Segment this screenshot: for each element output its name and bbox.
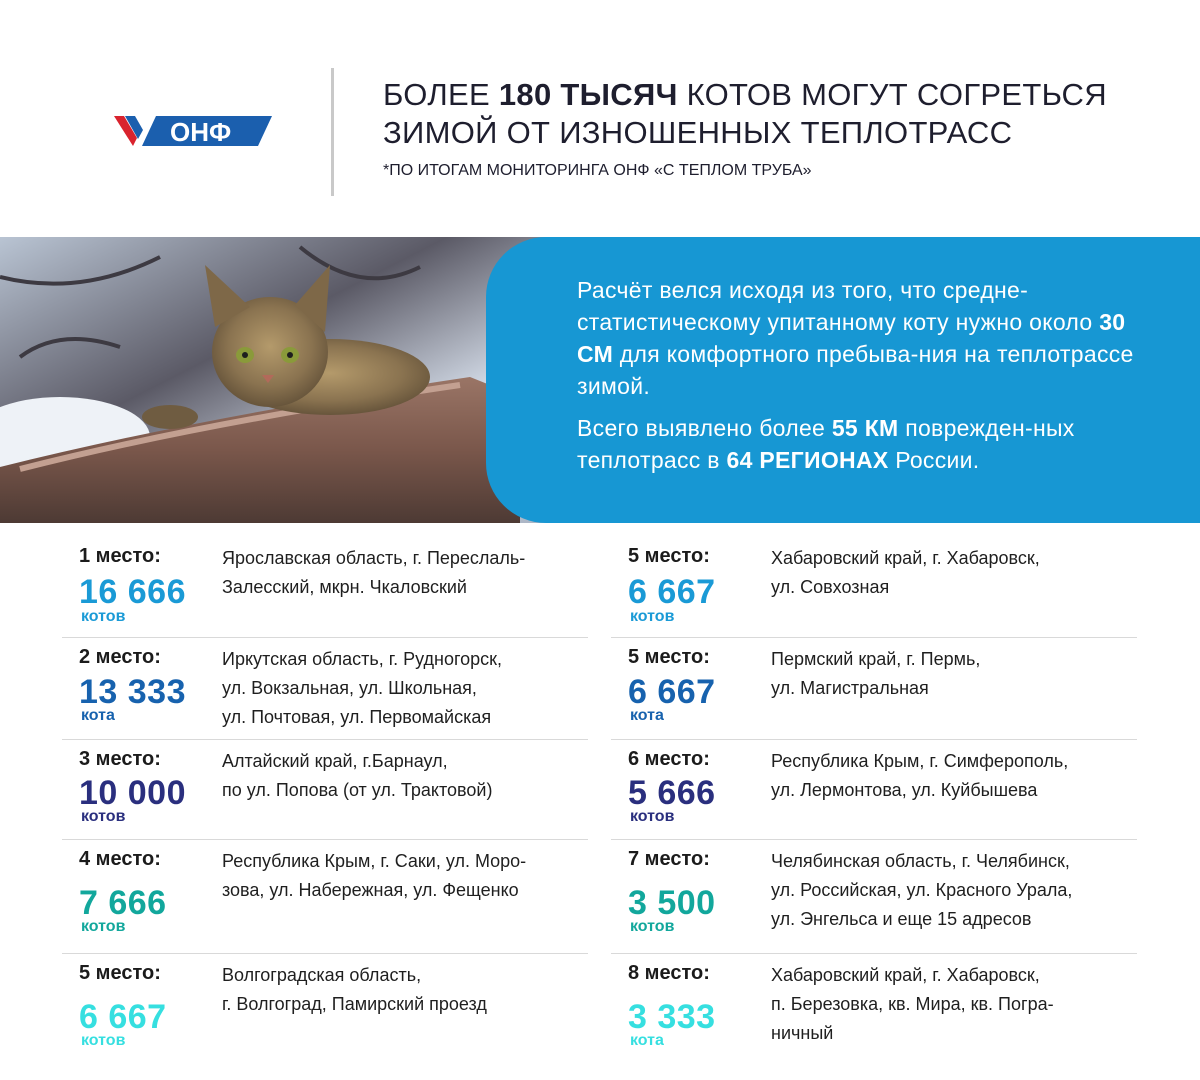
onf-logo <box>112 112 274 150</box>
info-p2-e: России. <box>888 447 980 473</box>
address <box>771 961 1121 1048</box>
cat-count: 16 666 <box>79 573 186 611</box>
place-label: 4 место: <box>79 848 161 870</box>
cat-count: 13 333 <box>79 673 186 711</box>
address <box>222 645 572 732</box>
subtitle: *ПО ИТОГАМ МОНИТОРИНГА ОНФ «С ТЕПЛОМ ТРУБА» <box>383 162 812 179</box>
address-line: Пермский край, г. Пермь, <box>771 649 981 669</box>
ranking-row <box>62 840 588 954</box>
ranking-row <box>62 537 588 638</box>
cat-pupil-right <box>287 352 293 358</box>
place-label: 3 место: <box>79 748 161 770</box>
cat-paw <box>142 405 198 429</box>
ranking-left-column <box>62 537 588 1064</box>
address-line: Ярославская область, г. Переслаль- <box>222 548 526 568</box>
info-p2-c: поврежден-ных теплотрасс в <box>577 415 1075 473</box>
headline-line-2: ЗИМОЙ ОТ ИЗНОШЕННЫХ ТЕПЛОТРАСС <box>383 115 1013 150</box>
ranking-row <box>611 840 1137 954</box>
place-label: 1 место: <box>79 545 161 567</box>
address <box>222 961 572 1019</box>
cat-unit: кота <box>630 707 664 724</box>
info-p2-strong-km: 55 КМ <box>831 415 899 441</box>
address-line: Республика Крым, г. Симферополь, <box>771 751 1069 771</box>
headline-post: КОТОВ МОГУТ СОГРЕТЬСЯ <box>677 77 1107 112</box>
address <box>771 645 1121 703</box>
address-line: Алтайский край, г.Барнаул, <box>222 751 448 771</box>
address-line: Хабаровский край, г. Хабаровск, <box>771 548 1040 568</box>
address <box>222 847 572 905</box>
address-line: ул. Энгельса и еще 15 адресов <box>771 909 1032 929</box>
ranking-row <box>611 740 1137 840</box>
info-paragraph-2 <box>577 412 1137 476</box>
place-label: 7 место: <box>628 848 710 870</box>
cat-unit: котов <box>81 918 126 935</box>
headline <box>383 76 1163 152</box>
address-line: ул. Магистральная <box>771 678 929 698</box>
address-line: ул. Вокзальная, ул. Школьная, <box>222 678 477 698</box>
headline-line-1 <box>383 76 1163 114</box>
cat-count: 7 666 <box>79 884 167 922</box>
ranking-row <box>611 954 1137 1064</box>
ranking-right-column <box>611 537 1137 1064</box>
address-line: Волгоградская область, <box>222 965 422 985</box>
info-p2-strong-regions: 64 РЕГИОНАХ <box>726 447 889 473</box>
ranking-row <box>611 537 1137 638</box>
info-text <box>577 274 1137 486</box>
header-divider <box>331 68 334 196</box>
cat-pupil-left <box>242 352 248 358</box>
address-line: Республика Крым, г. Саки, ул. Моро- <box>222 851 527 871</box>
info-paragraph-1 <box>577 274 1137 402</box>
headline-strong: 180 ТЫСЯЧ <box>498 77 678 112</box>
cat-unit: кота <box>81 707 115 724</box>
cat-unit: котов <box>630 808 675 825</box>
cat-count: 6 667 <box>79 998 167 1036</box>
address <box>771 544 1121 602</box>
address-line: Иркутская область, г. Рудногорск, <box>222 649 503 669</box>
cat-unit: котов <box>81 808 126 825</box>
cat-count: 3 500 <box>628 884 716 922</box>
ranking-row <box>62 740 588 840</box>
ranking-row <box>611 638 1137 740</box>
cat-unit: кота <box>630 1032 664 1049</box>
cat-count: 5 666 <box>628 774 716 812</box>
address <box>222 747 572 805</box>
cat-count: 6 667 <box>628 573 716 611</box>
address-line: г. Волгоград, Памирский проезд <box>222 994 487 1014</box>
place-label: 2 место: <box>79 646 161 668</box>
address-line: п. Березовка, кв. Мира, кв. Погра- <box>771 994 1054 1014</box>
address <box>222 544 572 602</box>
address-line: ул. Почтовая, ул. Первомайская <box>222 707 492 727</box>
headline-pre: БОЛЕЕ <box>383 77 499 112</box>
address-line: ул. Лермонтова, ул. Куйбышева <box>771 780 1038 800</box>
address-line: ул. Российская, ул. Красного Урала, <box>771 880 1073 900</box>
address <box>771 747 1121 805</box>
address-line: по ул. Попова (от ул. Трактовой) <box>222 780 493 800</box>
cat-photo <box>0 237 560 523</box>
ranking-row <box>62 638 588 740</box>
cat-unit: котов <box>81 1032 126 1049</box>
address-line: зова, ул. Набережная, ул. Фещенко <box>222 880 519 900</box>
cat-unit: котов <box>630 608 675 625</box>
info-p1-strong: 30 СМ <box>577 309 1126 367</box>
address-line: ул. Совхозная <box>771 577 890 597</box>
info-p2-a: Всего выявлено более <box>577 415 832 441</box>
place-label: 8 место: <box>628 962 710 984</box>
place-label: 6 место: <box>628 748 710 770</box>
address-line: ничный <box>771 1023 834 1043</box>
logo-text: ОНФ <box>170 117 232 147</box>
place-label: 5 место: <box>79 962 161 984</box>
info-p1-a: Расчёт велся исходя из того, что средне-статистическому упитанному коту нужно около <box>577 277 1100 335</box>
info-p1-c: для комфортного пребыва-ния на теплотрассе зимой. <box>577 341 1134 399</box>
address-line: Хабаровский край, г. Хабаровск, <box>771 965 1040 985</box>
address-line: Залесский, мкрн. Чкаловский <box>222 577 467 597</box>
place-label: 5 место: <box>628 646 710 668</box>
cat-count: 10 000 <box>79 774 186 812</box>
cat-count: 6 667 <box>628 673 716 711</box>
place-label: 5 место: <box>628 545 710 567</box>
cat-unit: котов <box>81 608 126 625</box>
cat-count: 3 333 <box>628 998 716 1036</box>
ranking-row <box>62 954 588 1064</box>
address <box>771 847 1121 934</box>
cat-unit: котов <box>630 918 675 935</box>
address-line: Челябинская область, г. Челябинск, <box>771 851 1070 871</box>
